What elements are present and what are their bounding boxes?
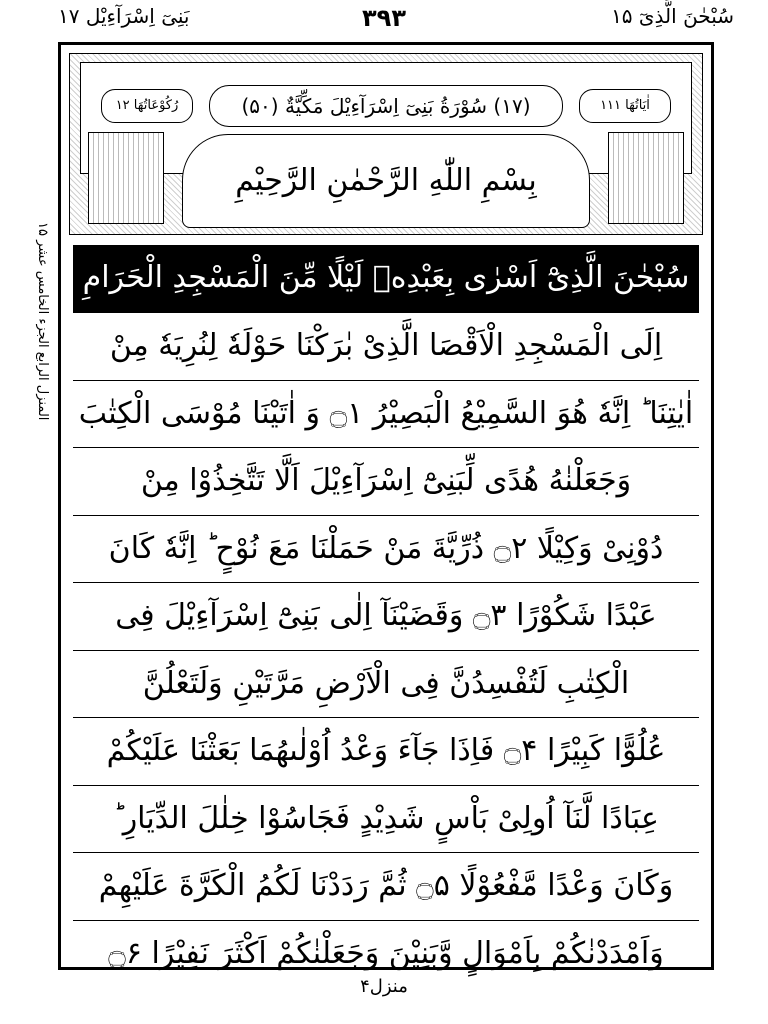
- ruku-count-cartouche: رُکُوْعَاتُهَا ۱۲: [101, 89, 193, 123]
- ornament-corner-left: [88, 132, 164, 224]
- verse-line: اِلَی الْمَسْجِدِ الْاَقْصَا الَّذِیْ بٰرَكْنَا حَوْلَهٗ لِنُرِیَهٗ مِنْ: [73, 313, 699, 381]
- page-frame: [58, 42, 714, 970]
- verse-line: سُبْحٰنَ الَّذِیْٓ اَسْرٰی بِعَبْدِهٖ لَیْلًا مِّنَ الْمَسْجِدِ الْحَرَامِ: [73, 245, 699, 313]
- verse-line: عِبَادًا لَّنَآ اُولِیْ بَاْسٍ شَدِیْدٍ فَجَاسُوْا خِلٰلَ الدِّیَارِ ؕ: [73, 786, 699, 854]
- side-margin-note: المنزل الرابع الجزء الخامس عشر ۱۵: [35, 221, 50, 420]
- verse-line: دُوْنِیْ وَكِیْلًا ۝۲ ذُرِّیَّةَ مَنْ حَمَلْنَا مَعَ نُوْحٍ ؕ اِنَّهٗ كَانَ: [73, 516, 699, 584]
- verse-line: الْكِتٰبِ لَتُفْسِدُنَّ فِی الْاَرْضِ مَرَّتَیْنِ وَلَتَعْلُنَّ: [73, 651, 699, 719]
- basmala: بِسْمِ اللّٰهِ الرَّحْمٰنِ الرَّحِیْمِ: [182, 134, 590, 228]
- verse-lines: [73, 245, 699, 971]
- verse-line: عُلُوًّا كَبِیْرًا ۝۴ فَاِذَا جَآءَ وَعْدُ اُوْلٰىهُمَا بَعَثْنَا عَلَیْكُمْ: [73, 718, 699, 786]
- surah-header-ornament: [69, 53, 703, 235]
- ornament-corner-right: [608, 132, 684, 224]
- verse-line: وَكَانَ وَعْدًا مَّفْعُوْلًا ۝۵ ثُمَّ رَدَدْنَا لَكُمُ الْكَرَّةَ عَلَیْهِمْ: [73, 853, 699, 921]
- verse-line: وَاَمْدَدْنٰكُمْ بِاَمْوَالٍ وَّبَنِیْنَ وَجَعَلْنٰكُمْ اَكْثَرَ نَفِیْرًا ۝۶: [108, 935, 664, 971]
- page-number: ۳۹۳: [362, 4, 406, 32]
- header-surah-part: سُبْحٰنَ الَّذِیٓ ۱۵: [611, 4, 734, 28]
- verse-line: وَجَعَلْنٰهُ هُدًی لِّبَنِیْٓ اِسْرَآءِیْلَ اَلَّا تَتَّخِذُوْا مِنْ: [73, 448, 699, 516]
- verse-line: عَبْدًا شَكُوْرًا ۝۳ وَقَضَیْنَآ اِلٰی بَنِیْٓ اِسْرَآءِیْلَ فِی: [73, 583, 699, 651]
- header-surah-name: بَنِیٓ اِسْرَآءِیْل ۱۷: [58, 4, 190, 28]
- verse-line: اٰیٰتِنَا ؕ اِنَّهٗ هُوَ السَّمِیْعُ الْبَصِیْرُ ۝۱ وَ اٰتَیْنَا مُوْسَی الْكِتٰبَ: [73, 381, 699, 449]
- surah-title: (۱۷) سُوْرَةُ بَنِیٓ اِسْرَآءِیْلَ مَکِّیَّةٌ (۵۰): [209, 85, 563, 127]
- ayat-count-cartouche: اٰیَاتُهَا ۱۱۱: [579, 89, 671, 123]
- manzil-footer: منزل۴: [360, 976, 408, 997]
